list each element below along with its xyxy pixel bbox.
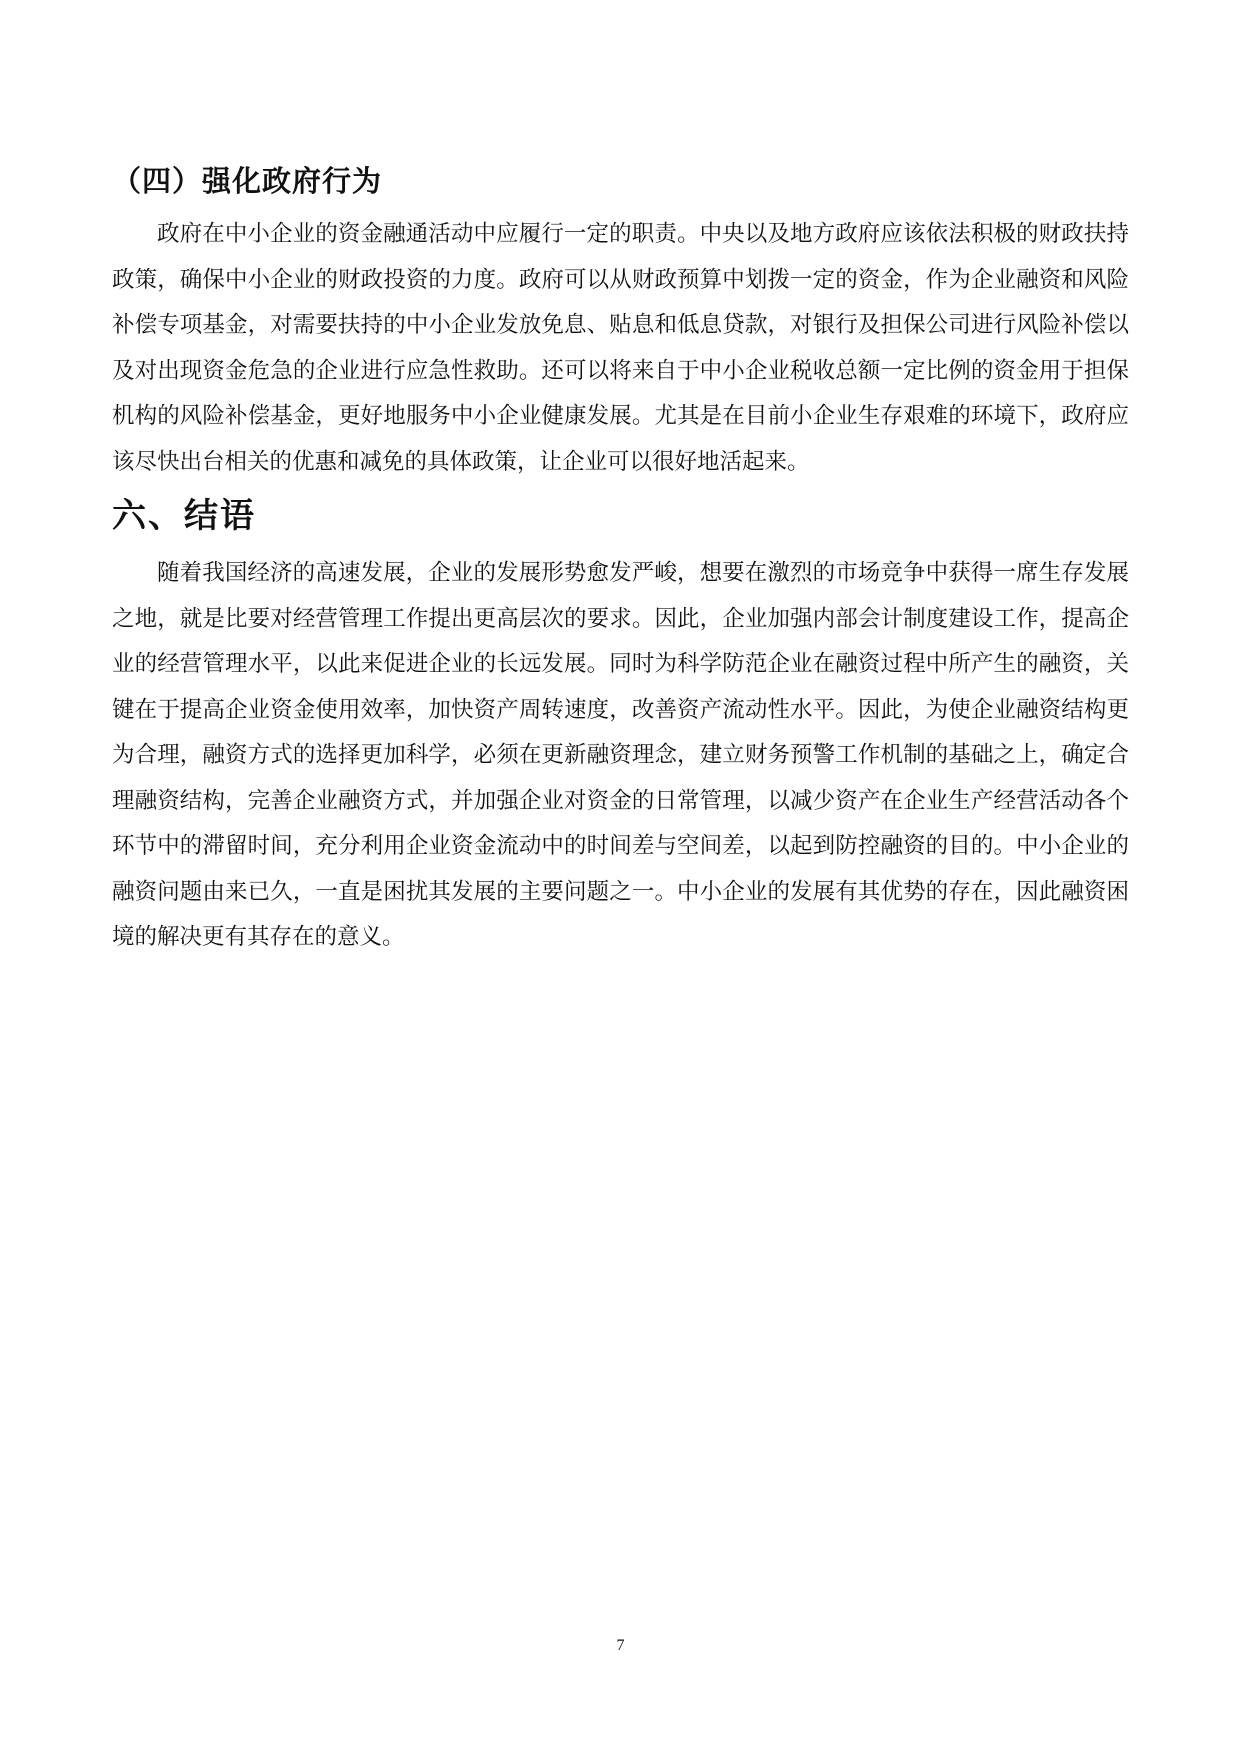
section-heading-conclusion: 六、结语 — [112, 496, 256, 536]
section-paragraph-government: 政府在中小企业的资金融通活动中应履行一定的职责。中央以及地方政府应该依法积极的财政扶持政策，确保中小企业的财政投资的力度。政府可以从财政预算中划拨一定的资金，作为企业融资和风险补偿专项基金，对需要扶持的中小企业发放免息、贴息和低息贷款，对银行及担保公司进行风险补偿以及对出现资金危急的企业进行应急性救助。还可以将来自于中小企业税收总额一定比例的资金用于担保机构的风险补偿基金，更好地服务中小企业健康发展。尤其是在目前小企业生存艰难的环境下，政府应该尽快出台相关的优惠和减免的具体政策，让企业可以很好地活起来。 — [112, 221, 1129, 475]
page-content — [112, 158, 1129, 961]
section-paragraph-conclusion: 随着我国经济的高速发展，企业的发展形势愈发严峻，想要在激烈的市场竞争中获得一席生存发展之地，就是比要对经营管理工作提出更高层次的要求。因此，企业加强内部会计制度建设工作，提高企业的经营管理水平，以此来促进企业的长远发展。同时为科学防范企业在融资过程中所产生的融资，关键在于提高企业资金使用效率，加快资产周转速度，改善资产流动性水平。因此，为使企业融资结构更为合理，融资方式的选择更加科学，必须在更新融资理念，建立财务预警工作机制的基础之上，确定合理融资结构，完善企业融资方式，并加强企业对资金的日常管理，以减少资产在企业生产经营活动各个环节中的滞留时间，充分利用企业资金流动中的时间差与空间差，以起到防控融资的目的。中小企业的融资问题由来已久，一直是困扰其发展的主要问题之一。中小企业的发展有其优势的存在，因此融资困境的解决更有其存在的意义。 — [112, 560, 1129, 950]
section-heading-strengthen-government: （四）强化政府行为 — [112, 164, 383, 198]
page-number: 7 — [616, 1637, 625, 1654]
